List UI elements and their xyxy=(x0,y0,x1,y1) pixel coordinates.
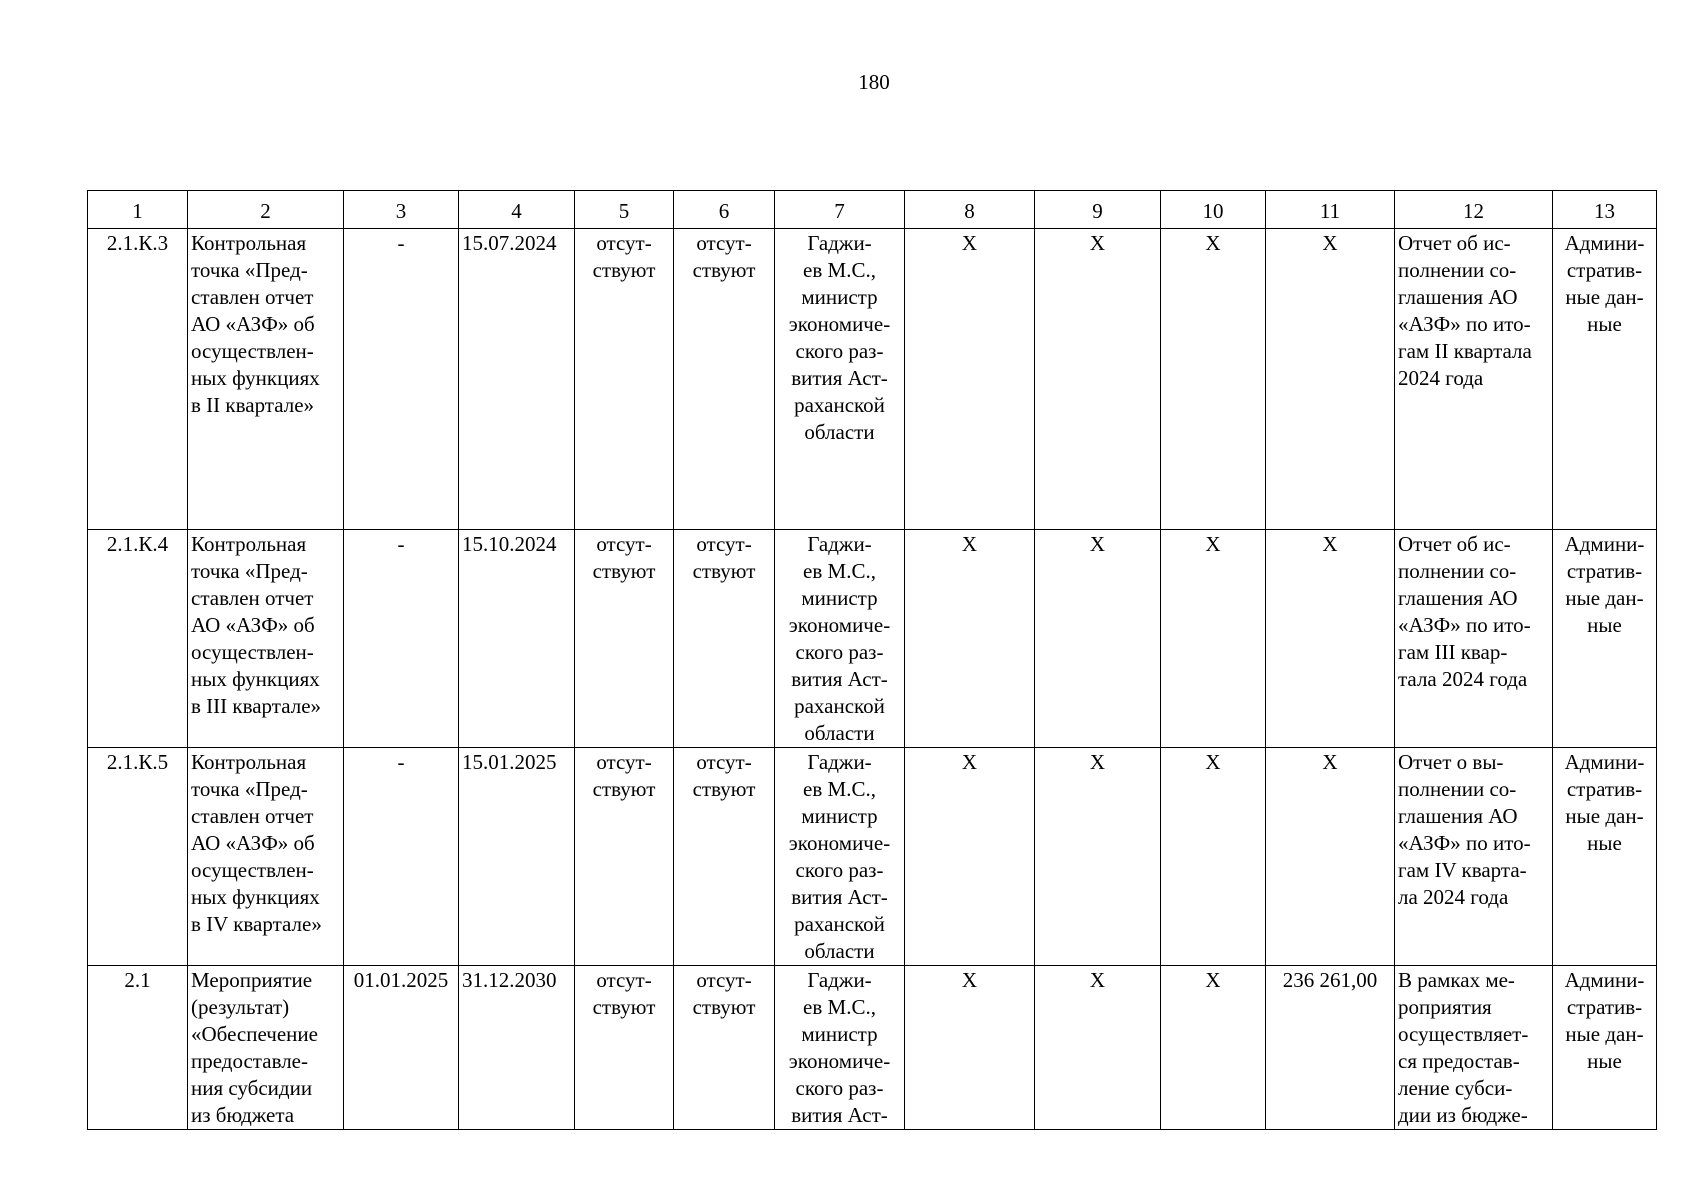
row-code: 2.1.К.5 xyxy=(88,748,188,966)
header-cell: 9 xyxy=(1035,191,1161,229)
row-start-date: - xyxy=(344,530,459,748)
row-col9: X xyxy=(1035,966,1161,1130)
row-code: 2.1.К.4 xyxy=(88,530,188,748)
row-col8: X xyxy=(905,229,1035,530)
row-result: В рамках ме- роприятия осуществляет- ся предостав- ление субси- дии из бюдже- xyxy=(1395,966,1553,1130)
row-col5: отсут- ствуют xyxy=(575,229,674,530)
row-col6: отсут- ствуют xyxy=(674,530,775,748)
row-result: Отчет об ис- полнении со- глашения АО «АЗФ» по ито- гам II квартала 2024 года xyxy=(1395,229,1553,530)
row-name: Контрольная точка «Пред- ставлен отчет АО «АЗФ» об осуществлен- ных функциях в III квартале» xyxy=(188,530,344,748)
row-col6: отсут- ствуют xyxy=(674,229,775,530)
row-responsible: Гаджи- ев М.С., министр экономиче- ского раз- вития Аст- раханской области xyxy=(775,530,905,748)
header-cell: 13 xyxy=(1553,191,1657,229)
row-col10: X xyxy=(1161,966,1266,1130)
row-source: Админи- стратив- ные дан- ные xyxy=(1553,966,1657,1130)
row-col5: отсут- ствуют xyxy=(575,530,674,748)
row-col5: отсут- ствуют xyxy=(575,966,674,1130)
row-responsible: Гаджи- ев М.С., министр экономиче- ского раз- вития Аст- раханской области xyxy=(775,748,905,966)
header-cell: 5 xyxy=(575,191,674,229)
plan-table xyxy=(87,190,1657,1130)
row-col11: 236 261,00 xyxy=(1266,966,1395,1130)
page-number: 180 xyxy=(858,70,890,94)
header-cell: 10 xyxy=(1161,191,1266,229)
header-cell: 1 xyxy=(88,191,188,229)
row-col6: отсут- ствуют xyxy=(674,748,775,966)
row-col10: X xyxy=(1161,530,1266,748)
header-cell: 7 xyxy=(775,191,905,229)
row-end-date: 15.10.2024 xyxy=(459,530,575,748)
row-start-date: - xyxy=(344,229,459,530)
row-code: 2.1.К.3 xyxy=(88,229,188,530)
row-col9: X xyxy=(1035,530,1161,748)
row-source: Админи- стратив- ные дан- ные xyxy=(1553,748,1657,966)
row-col8: X xyxy=(905,530,1035,748)
row-end-date: 15.01.2025 xyxy=(459,748,575,966)
row-end-date: 15.07.2024 xyxy=(459,229,575,530)
row-responsible: Гаджи- ев М.С., министр экономиче- ского раз- вития Аст- xyxy=(775,966,905,1130)
header-cell: 2 xyxy=(188,191,344,229)
row-col9: X xyxy=(1035,748,1161,966)
row-end-date: 31.12.2030 xyxy=(459,966,575,1130)
table-header-row xyxy=(88,191,1657,229)
row-source: Админи- стратив- ные дан- ные xyxy=(1553,229,1657,530)
row-name: Контрольная точка «Пред- ставлен отчет АО «АЗФ» об осуществлен- ных функциях в IV квартале» xyxy=(188,748,344,966)
row-col11: X xyxy=(1266,229,1395,530)
row-col11: X xyxy=(1266,748,1395,966)
row-col8: X xyxy=(905,966,1035,1130)
row-code: 2.1 xyxy=(88,966,188,1130)
row-col8: X xyxy=(905,748,1035,966)
row-result: Отчет об ис- полнении со- глашения АО «АЗФ» по ито- гам III квар- тала 2024 года xyxy=(1395,530,1553,748)
row-result: Отчет о вы- полнении со- глашения АО «АЗФ» по ито- гам IV кварта- ла 2024 года xyxy=(1395,748,1553,966)
row-start-date: 01.01.2025 xyxy=(344,966,459,1130)
row-name: Мероприятие (результат) «Обеспечение предоставле- ния субсидии из бюджета xyxy=(188,966,344,1130)
row-col10: X xyxy=(1161,229,1266,530)
header-cell: 3 xyxy=(344,191,459,229)
row-start-date: - xyxy=(344,748,459,966)
table-row xyxy=(88,229,1657,530)
row-source: Админи- стратив- ные дан- ные xyxy=(1553,530,1657,748)
header-cell: 8 xyxy=(905,191,1035,229)
row-col11: X xyxy=(1266,530,1395,748)
table-row xyxy=(88,966,1657,1130)
header-cell: 4 xyxy=(459,191,575,229)
header-cell: 11 xyxy=(1266,191,1395,229)
header-cell: 6 xyxy=(674,191,775,229)
header-cell: 12 xyxy=(1395,191,1553,229)
row-responsible: Гаджи- ев М.С., министр экономиче- ского раз- вития Аст- раханской области xyxy=(775,229,905,530)
table-row xyxy=(88,530,1657,748)
row-col5: отсут- ствуют xyxy=(575,748,674,966)
row-name: Контрольная точка «Пред- ставлен отчет АО «АЗФ» об осуществлен- ных функциях в II квартале» xyxy=(188,229,344,530)
table-row xyxy=(88,748,1657,966)
row-col6: отсут- ствуют xyxy=(674,966,775,1130)
row-col10: X xyxy=(1161,748,1266,966)
row-col9: X xyxy=(1035,229,1161,530)
